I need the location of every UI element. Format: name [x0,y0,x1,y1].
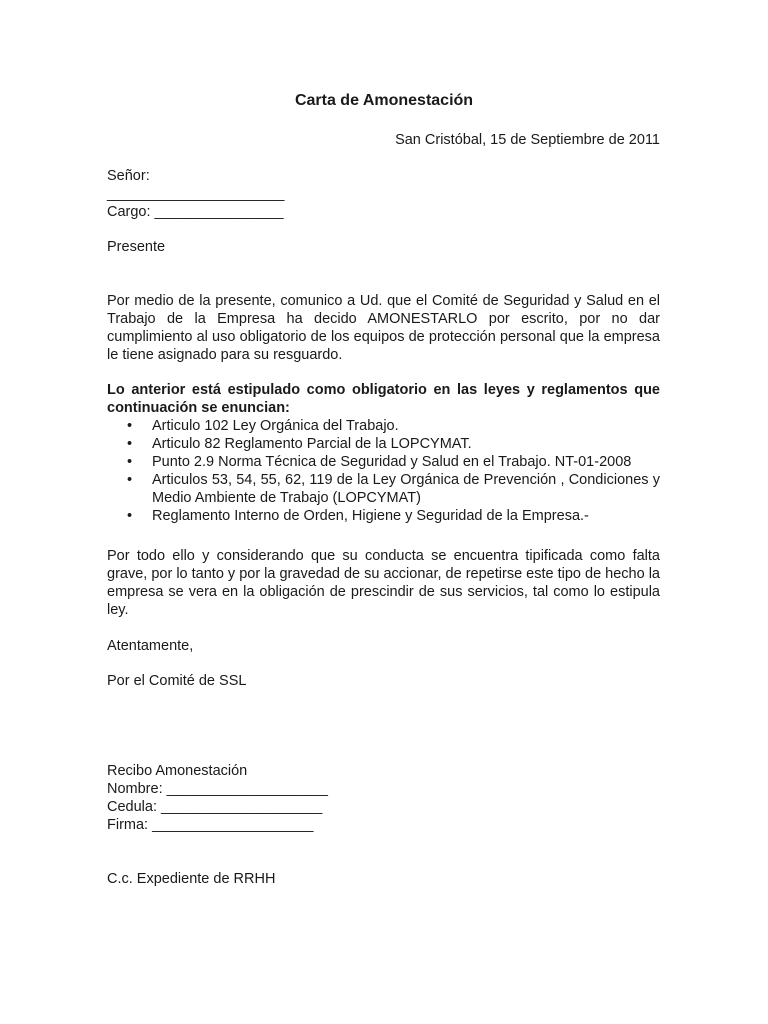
laws-section [107,381,660,525]
law-text: Punto 2.9 Norma Técnica de Seguridad y Salud en el Trabajo. NT-01-2008 [152,454,632,470]
presente-text: Presente [107,239,166,255]
receipt-block [107,762,660,834]
paragraph-consequence: Por todo ello y considerando que su conducta se encuentra tipificada como falta grave, por lo tanto y por la gravedad de su accionar, de repetirse este tipo de hecho la empresa se vera en la obligación de prescindir de sus servicios, tal como lo estipula ley. [107,548,660,618]
receipt-cedula: Cedula: ____________________ [107,799,323,815]
receipt-firma: Firma: ____________________ [107,817,314,833]
cc-line: C.c. Expediente de RRHH [107,871,276,887]
law-text: Articulos 53, 54, 55, 62, 119 de la Ley Orgánica de Prevención , Condiciones y Medio Ambiente de Trabajo (LOPCYMAT) [152,472,660,506]
bullet-icon: • [127,418,133,434]
laws-list [107,417,660,525]
law-text: Reglamento Interno de Orden, Higiene y Seguridad de la Empresa.- [152,508,589,524]
bullet-icon: • [127,454,133,470]
laws-intro: Lo anterior está estipulado como obligatorio en las leyes y reglamentos que continuación se enuncian: [107,382,660,416]
law-item [107,417,660,435]
date-line: San Cristóbal, 15 de Septiembre de 2011 [395,132,660,148]
law-text: Articulo 102 Ley Orgánica del Trabajo. [152,418,399,434]
recipient-block [107,167,660,221]
committee-signature: Por el Comité de SSL [107,673,247,689]
bullet-icon: • [127,436,133,452]
law-item [107,453,660,471]
recipient-name-line: ______________________ [107,186,285,202]
law-item [107,507,660,525]
bullet-icon: • [127,508,133,524]
bullet-icon: • [127,472,133,488]
law-item [107,471,660,507]
salutation: Señor: [107,168,150,184]
letter-title: Carta de Amonestación [294,92,474,109]
law-item [107,435,660,453]
receipt-heading: Recibo Amonestación [107,763,248,779]
receipt-nombre: Nombre: ____________________ [107,781,328,797]
paragraph-notice: Por medio de la presente, comunico a Ud. que el Comité de Seguridad y Salud en el Trabajo de la Empresa ha decido AMONESTARLO por escrito, por no dar cumplimiento al uso obligatorio de los equipos de protección personal que la empresa le tiene asignado para su resguardo. [107,293,660,363]
closing: Atentamente, [107,638,194,654]
recipient-cargo-line: Cargo: ________________ [107,204,284,220]
law-text: Articulo 82 Reglamento Parcial de la LOPCYMAT. [152,436,472,452]
